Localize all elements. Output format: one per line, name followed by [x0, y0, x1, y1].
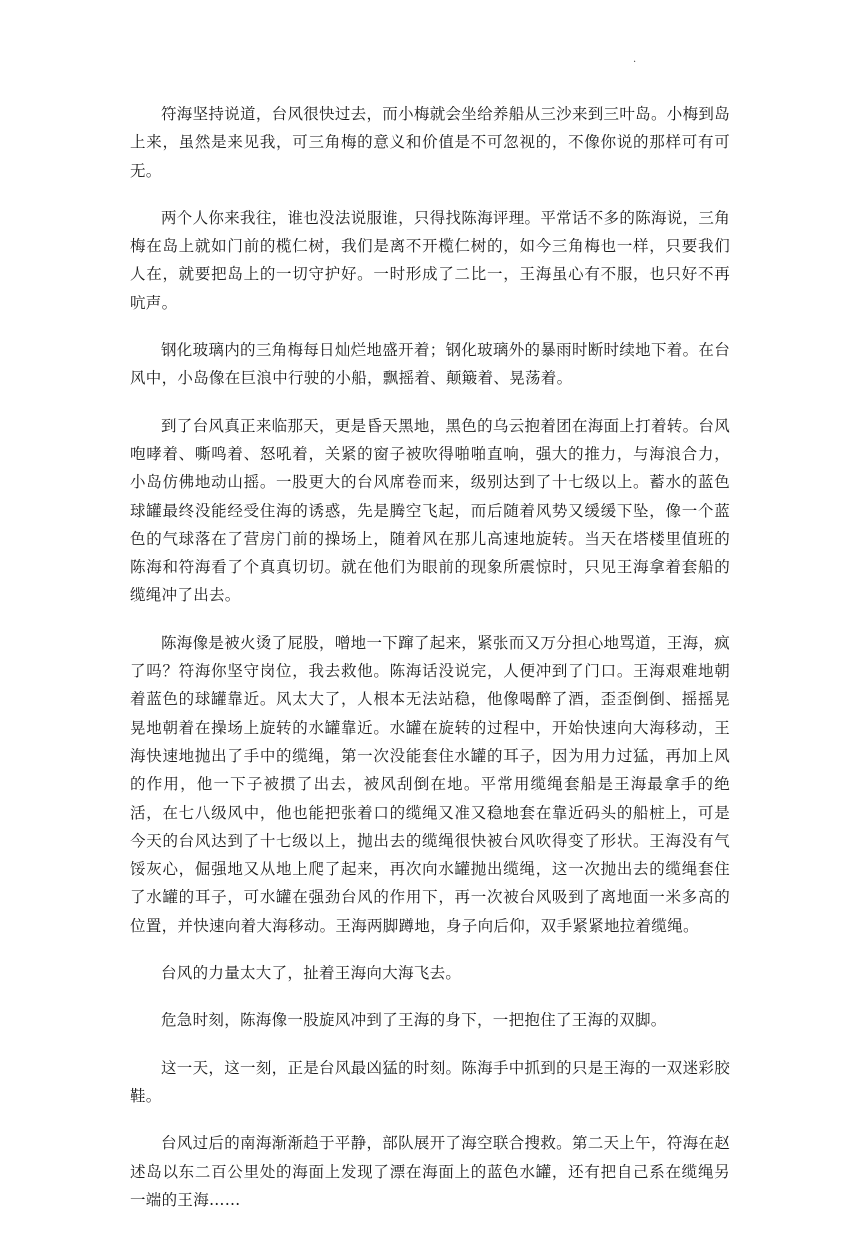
paragraph: 钢化玻璃内的三角梅每日灿烂地盛开着；钢化玻璃外的暴雨时断时续地下着。在台风中，小岛像在巨浪中行驶的小船，飘摇着、颠簸着、晃荡着。: [130, 341, 730, 388]
paragraph: 两个人你来我往，谁也没法说服谁，只得找陈海评理。平常话不多的陈海说，三角梅在岛上就如门前的榄仁树，我们是离不开榄仁树的，如今三角梅也一样，只要我们人在，就要把岛上的一切守护好。一时形成了二比一，王海虽心有不服，也只好不再吭声。: [130, 208, 730, 312]
header-mark: .: [633, 54, 637, 65]
paragraph: 台风的力量太大了，扯着王海向大海飞去。: [161, 964, 462, 983]
paragraph: 到了台风真正来临那天，更是昏天黑地，黑色的乌云抱着团在海面上打着转。台风咆哮着、嘶鸣着、怒吼着，关紧的窗子被吹得啪啪直响，强大的推力，与海浪合力，小岛仿佛地动山摇。一股更大的台风席卷而来，级别达到了十七级以上。蓄水的蓝色球罐最终没能经受住海的诱惑，先是腾空飞起，而后随着风势又缓缓下坠，像一个蓝色的气球落在了营房门前的操场上，随着风在那儿高速地旋转。当天在塔楼里值班的陈海和符海看了个真真切切。就在他们为眼前的现象所震惊时，只见王海拿着套船的缆绳冲了出去。: [130, 416, 730, 605]
paragraph: 这一天，这一刻，正是台风最凶猛的时刻。陈海手中抓到的只是王海的一双迷彩胶鞋。: [130, 1058, 730, 1105]
paragraph: 陈海像是被火烫了屁股，噌地一下蹿了起来，紧张而又万分担心地骂道，王海，疯了吗？符海你坚守岗位，我去救他。陈海话没说完，人便冲到了门口。王海艰难地朝着蓝色的球罐靠近。风太大了，人根本无法站稳，他像喝醉了酒，歪歪倒倒、摇摇晃晃地朝着在操场上旋转的水罐靠近。水罐在旋转的过程中，开始快速向大海移动，王海快速地抛出了手中的缆绳，第一次没能套住水罐的耳子，因为用力过猛，再加上风的作用，他一下子被掼了出去，被风刮倒在地。平常用缆绳套船是王海最拿手的绝活，在七八级风中，他也能把张着口的缆绳又准又稳地套在靠近码头的船桩上，可是今天的台风达到了十七级以上，抛出去的缆绳很快被台风吹得变了形状。王海没有气馁灰心，倔强地又从地上爬了起来，再次向水罐抛出缆绳，这一次抛出去的缆绳套住了水罐的耳子，可水罐在强劲台风的作用下，再一次被台风吸到了离地面一米多高的位置，并快速向着大海移动。王海两脚蹲地，身子向后仰，双手紧紧地拉着缆绳。: [130, 633, 730, 935]
paragraph: 危急时刻，陈海像一股旋风冲到了王海的身下，一把抱住了王海的双脚。: [161, 1011, 667, 1030]
paragraph: 台风过后的南海渐渐趋于平静，部队展开了海空联合搜救。第二天上午，符海在赵述岛以东二百公里处的海面上发现了漂在海面上的蓝色水罐，还有把自己系在缆绳另一端的王海……: [130, 1134, 730, 1209]
article-body: [130, 100, 730, 1233]
paragraph: 符海坚持说道，台风很快过去，而小梅就会坐给养船从三沙来到三叶岛。小梅到岛上来，虽然是来见我，可三角梅的意义和价值是不可忽视的，不像你说的那样可有可无。: [130, 105, 730, 180]
